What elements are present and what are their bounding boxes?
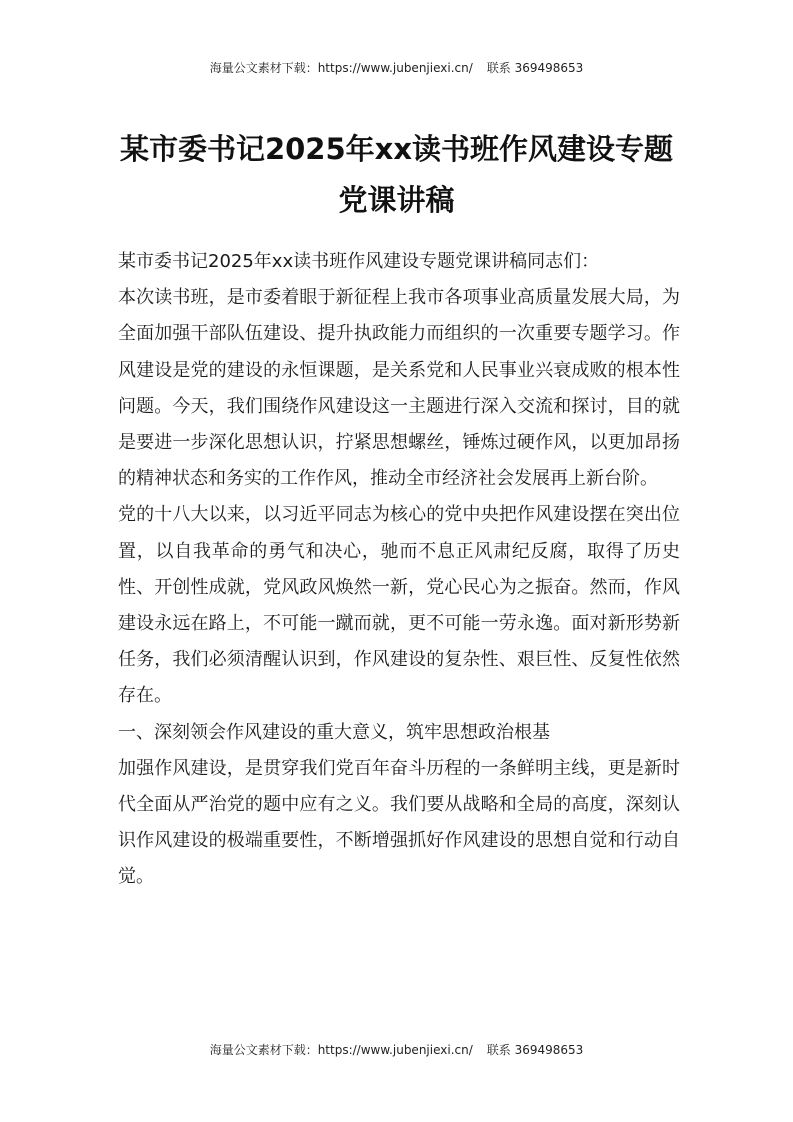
paragraph-section-1: 加强作风建设，是贯穿我们党百年奋斗历程的一条鲜明主线，更是新时代全面从严治党的题中应有之义。我们要从战略和全局的高度，深刻认识作风建设的极端重要性，不断增强抓好作风建设的思想自觉和行动自觉。 — [118, 757, 680, 888]
section-heading-1: 一、深刻领会作风建设的重大意义，筑牢思想政治根基 — [118, 721, 550, 743]
header-contact-text: 联系 369498653 — [486, 61, 584, 75]
document-body — [118, 244, 680, 896]
footer-contact-text: 联系 369498653 — [486, 1043, 584, 1057]
page-footer — [0, 1041, 793, 1058]
paragraph-salutation: 某市委书记2025年xx读书班作风建设专题党课讲稿同志们： — [118, 251, 600, 272]
header-site-text: 海量公文素材下载：https://www.jubenjiexi.cn/ — [209, 61, 473, 75]
paragraph-background: 党的十八大以来，以习近平同志为核心的党中央把作风建设摆在突出位置，以自我革命的勇气和决心，驰而不息正风肃纪反腐，取得了历史性、开创性成就，党风政风焕然一新，党心民心为之振奋。然而，作风建设永远在路上，不可能一蹴而就，更不可能一劳永逸。面对新形势新任务，我们必须清醒认识到，作风建设的复杂性、艰巨性、反复性依然存在。 — [118, 504, 680, 707]
footer-site-text: 海量公文素材下载：https://www.jubenjiexi.cn/ — [209, 1043, 473, 1057]
document-title: 某市委书记2025年xx读书班作风建设专题党课讲稿 — [119, 132, 674, 217]
page-header — [0, 59, 793, 76]
paragraph-intro: 本次读书班，是市委着眼于新征程上我市各项事业高质量发展大局，为全面加强干部队伍建设、提升执政能力而组织的一次重要专题学习。作风建设是党的建设的永恒课题，是关系党和人民事业兴衰成败的根本性问题。今天，我们围绕作风建设这一主题进行深入交流和探讨，目的就是要进一步深化思想认识，拧紧思想螺丝，锤炼过硬作风，以更加昂扬的精神状态和务实的工作作风，推动全市经济社会发展再上新台阶。 — [118, 287, 680, 490]
